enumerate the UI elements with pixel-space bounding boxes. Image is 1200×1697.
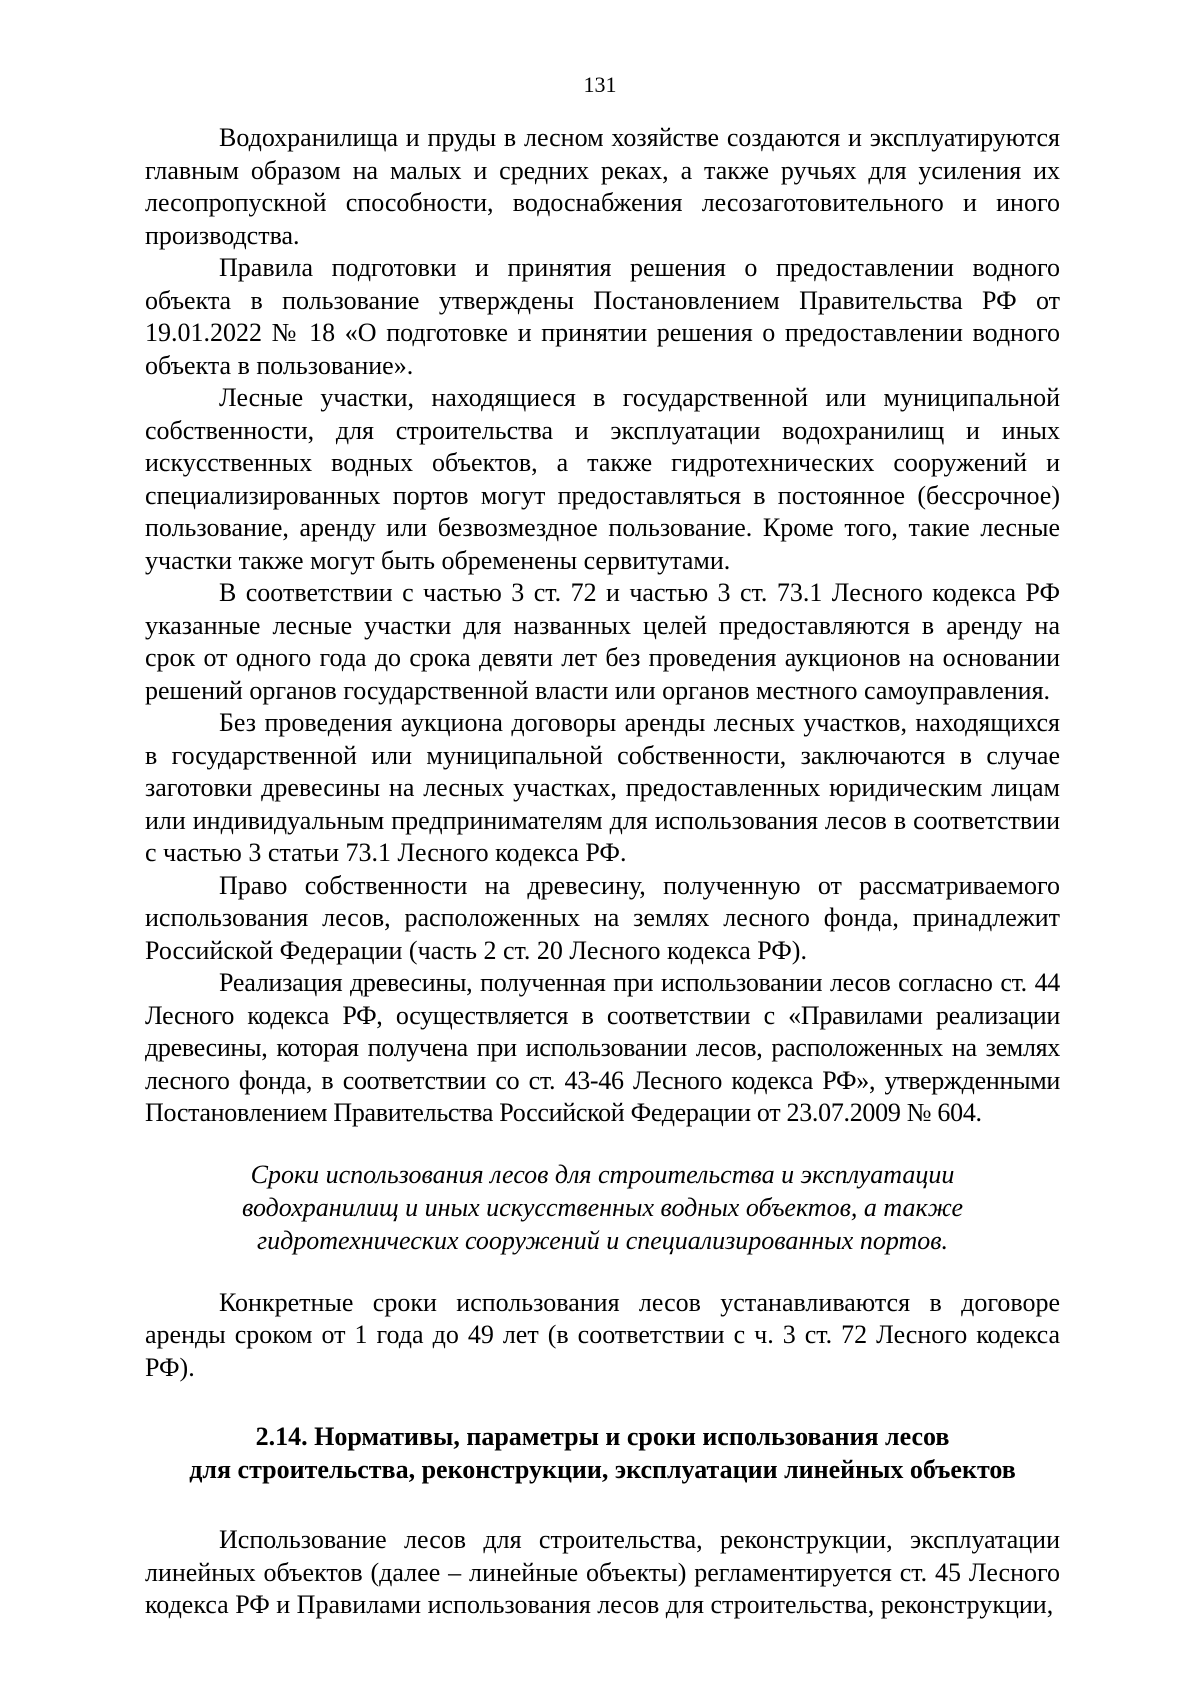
italic-subheading-line-1: Сроки использования лесов для строительства и эксплуатации: [250, 1159, 955, 1189]
section-heading-line-2: для строительства, реконструкции, эксплуатации линейных объектов: [189, 1455, 1016, 1484]
paragraph-linear-objects: Использование лесов для строительства, реконструкции, эксплуатации линейных объектов (далее – линейные объекты) регламентируется ст. 45 Лесного кодекса РФ и Правилами использования лесов для строительства, реконструкции,: [145, 1525, 1060, 1619]
paragraph-no-auction: Без проведения аукциона договоры аренды лесных участков, находящихся в государственной или муниципальной собственности, заключаются в случае заготовки древесины на лесных участках, предоставленных юридическим лицам или индивидуальным предпринимателям для использования лесов в соответствии с частью 3 статьи 73.1 Лесного кодекса РФ.: [145, 708, 1060, 867]
section-heading-2-14: [145, 1420, 1060, 1486]
paragraph-reservoirs: Водохранилища и пруды в лесном хозяйстве создаются и эксплуатируются главным образом на малых и средних реках, а также ручьях для усиления их лесопропускной способности, водоснабжения лесозаготовительного и иного производства.: [145, 123, 1060, 250]
italic-subheading: [205, 1158, 1000, 1257]
section-heading-line-1: 2.14. Нормативы, параметры и сроки использования лесов: [255, 1422, 950, 1451]
paragraph-specific-terms: Конкретные сроки использования лесов устанавливаются в договоре аренды сроком от 1 года до 49 лет (в соответствии с ч. 3 ст. 72 Лесного кодекса РФ).: [145, 1287, 1060, 1382]
italic-subheading-line-3: гидротехнических сооружений и специализированных портов.: [256, 1225, 949, 1255]
document-body: [145, 122, 1060, 1622]
paragraph-water-object-rules: Правила подготовки и принятия решения о предоставлении водного объекта в пользование утверждены Постановлением Правительства РФ от 19.01.2022 № 18 «О подготовке и принятии решения о предоставлении водного объекта в пользование».: [145, 253, 1060, 380]
paragraph-timber-ownership: Право собственности на древесину, полученную от рассматриваемого использования лесов, расположенных на землях лесного фонда, принадлежит Российской Федерации (часть 2 ст. 20 Лесного кодекса РФ).: [145, 870, 1060, 965]
paragraph-lease-terms: В соответствии с частью 3 ст. 72 и частью 3 ст. 73.1 Лесного кодекса РФ указанные лесные участки для названных целей предоставляются в аренду на срок от одного года до срока девяти лет без проведения аукционов на основании решений органов государственной власти или органов местного самоуправления.: [145, 578, 1060, 705]
italic-subheading-line-2: водохранилищ и иных искусственных водных объектов, а также: [242, 1192, 963, 1222]
paragraph-forest-plots: Лесные участки, находящиеся в государственной или муниципальной собственности, для строительства и эксплуатации водохранилищ и иных искусственных водных объектов, а также гидротехнических сооружений и специализированных портов могут предоставляться в постоянное (бессрочное) пользование, аренду или безвозмездное пользование. Кроме того, такие лесные участки также могут быть обременены сервитутами.: [145, 383, 1060, 575]
paragraph-timber-sale: Реализация древесины, полученная при использовании лесов согласно ст. 44 Лесного кодекса РФ, осуществляется в соответствии с «Правилами реализации древесины, которая получена при использовании лесов, расположенных на землях лесного фонда, в соответствии со ст. 43-46 Лесного кодекса РФ», утвержденными Постановлением Правительства Российской Федерации от 23.07.2009 № 604.: [145, 968, 1060, 1127]
page-number: 131: [583, 72, 617, 97]
